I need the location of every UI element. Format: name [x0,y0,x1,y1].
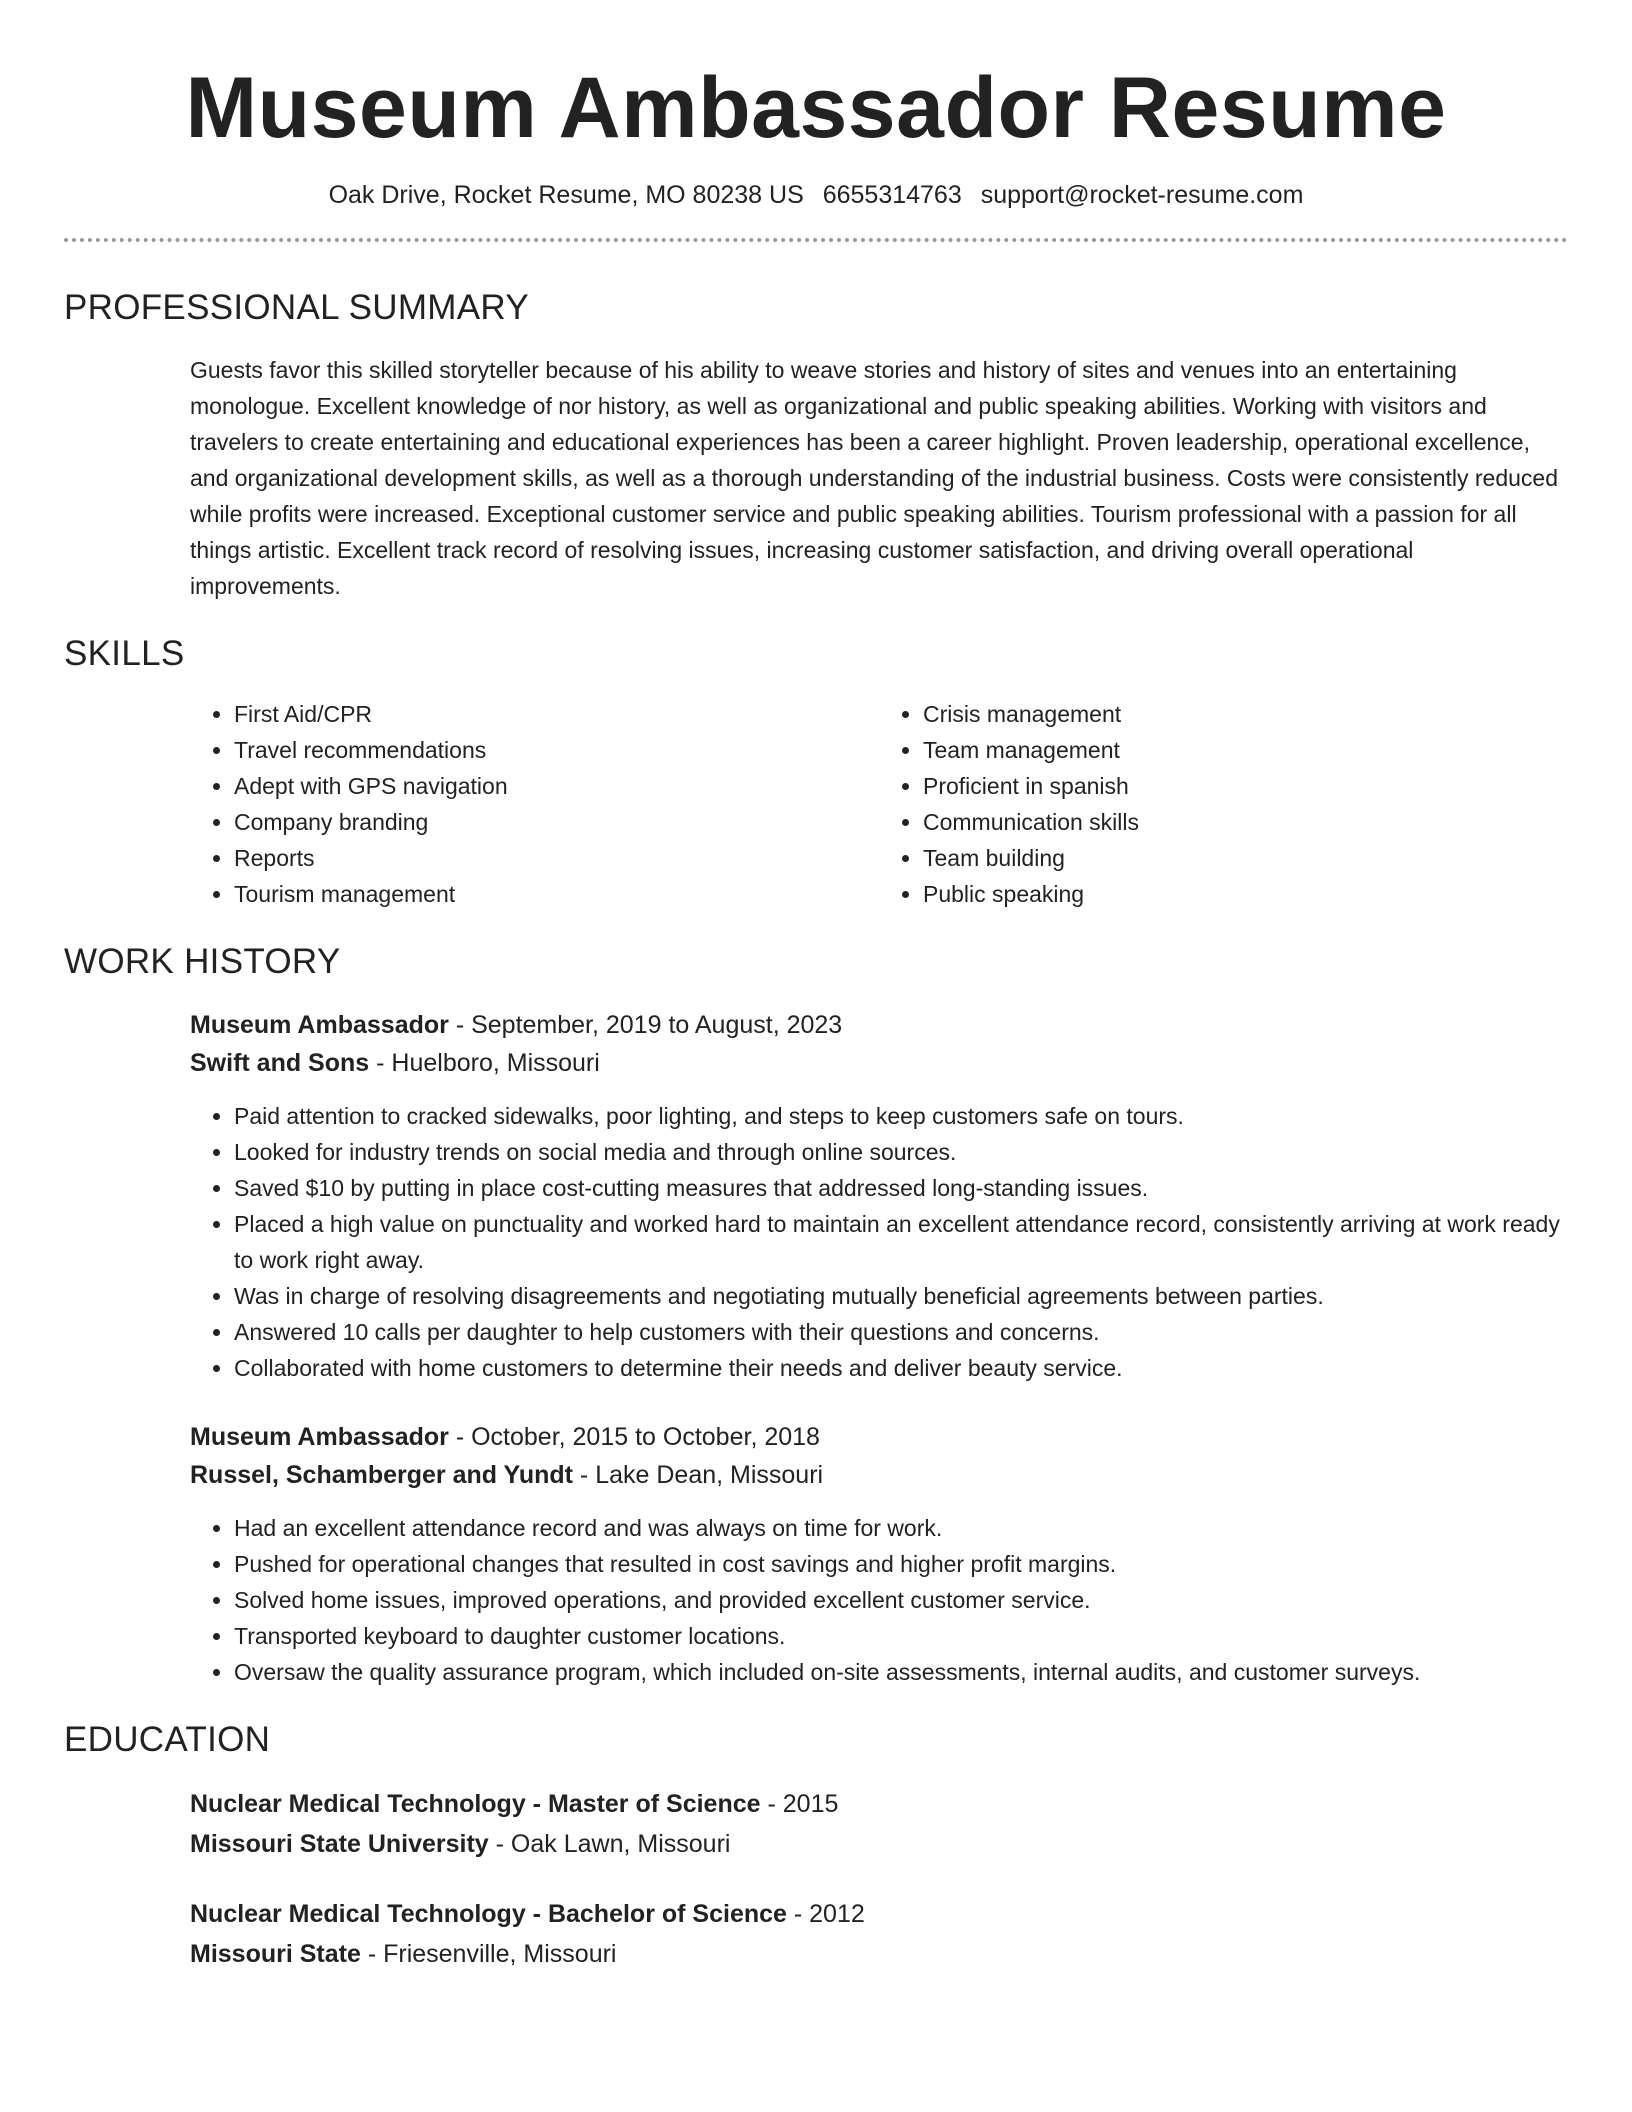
job-title: Museum Ambassador [190,1423,449,1451]
job-company-line [190,1044,1568,1082]
job-location: - Lake Dean, Missouri [572,1461,824,1489]
skill-item: • First Aid/CPR [234,696,879,732]
education-degree-line [190,1784,1568,1824]
job-bullet: • Placed a high value on punctuality and worked hard to maintain an excellent attendance record, consistently arriving at work ready to work right away. [234,1206,1568,1278]
job-dates: - September, 2019 to August, 2023 [448,1011,843,1039]
skill-item: • Travel recommendations [234,732,879,768]
job-entry [190,1418,1568,1690]
job-company-line [190,1456,1568,1494]
job-bullet: • Oversaw the quality assurance program, which included on-site assessments, internal audits, and customer surveys. [234,1654,1568,1690]
skills-list [190,696,1568,912]
job-bullet: • Transported keyboard to daughter customer locations. [234,1618,1568,1654]
resume-title: Museum Ambassador Resume [185,60,1447,156]
education-location: - Oak Lawn, Missouri [488,1830,731,1858]
skill-item: • Team management [923,732,1568,768]
contact-address: Oak Drive, Rocket Resume, MO 80238 US [328,181,804,209]
education-year: - 2015 [760,1790,839,1818]
job-bullet: • Had an excellent attendance record and was always on time for work. [234,1510,1568,1546]
job-bullet: • Looked for industry trends on social media and through online sources. [234,1134,1568,1170]
skill-item: • Adept with GPS navigation [234,768,879,804]
education-school-line [190,1934,1568,1974]
education-location: - Friesenville, Missouri [360,1940,617,1968]
resume-page [64,0,1568,1974]
contact-line [64,178,1568,212]
job-bullet: • Pushed for operational changes that resulted in cost savings and higher profit margins. [234,1546,1568,1582]
skill-item: • Team building [923,840,1568,876]
education-school: Missouri State University [190,1830,489,1858]
skill-item: • Communication skills [923,804,1568,840]
job-company: Russel, Schamberger and Yundt [190,1461,573,1489]
job-title: Museum Ambassador [190,1011,449,1039]
education-heading: EDUCATION [64,1720,271,1759]
contact-phone: 6655314763 [822,181,962,209]
job-bullet: • Was in charge of resolving disagreements and negotiating mutually beneficial agreements between parties. [234,1278,1568,1314]
job-bullets [190,1098,1568,1386]
job-location: - Huelboro, Missouri [369,1049,600,1077]
education-degree: Nuclear Medical Technology - Bachelor of Science [190,1900,787,1928]
summary-heading: PROFESSIONAL SUMMARY [64,288,529,327]
summary-text: Guests favor this skilled storyteller because of his ability to weave stories and history of sites and venues into an entertaining monologue. Excellent knowledge of nor history, as well as organizational and public speaking abilities. Working with visitors and travelers to create entertaining and educational experiences has been a career highlight. Proven leadership, operational excellence, and organizational development skills, as well as a thorough understanding of the industrial business. Costs were consistently reduced while profits were increased. Exceptional customer service and public speaking abilities. Tourism professional with a passion for all things artistic. Excellent track record of resolving issues, increasing customer satisfaction, and driving overall operational improvements. [190,357,1559,599]
job-title-line [190,1006,1568,1044]
job-bullet: • Paid attention to cracked sidewalks, poor lighting, and steps to keep customers safe on tours. [234,1098,1568,1134]
education-school: Missouri State [190,1940,361,1968]
skills-column-right [879,696,1568,912]
work-heading: WORK HISTORY [64,942,341,981]
education-degree: Nuclear Medical Technology - Master of Science [190,1790,761,1818]
skills-heading: SKILLS [64,634,185,673]
skill-item: • Proficient in spanish [923,768,1568,804]
contact-email: support@rocket-resume.com [980,181,1304,209]
skill-item: • Reports [234,840,879,876]
education-degree-line [190,1894,1568,1934]
job-bullet: • Answered 10 calls per daughter to help customers with their questions and concerns. [234,1314,1568,1350]
job-bullets [190,1510,1568,1690]
education-school-line [190,1824,1568,1864]
job-title-line [190,1418,1568,1456]
education-year: - 2012 [786,1900,865,1928]
education-entry [190,1894,1568,1974]
job-bullet: • Saved $10 by putting in place cost-cutting measures that addressed long-standing issues. [234,1170,1568,1206]
skills-column-left [190,696,879,912]
skill-item: • Tourism management [234,876,879,912]
skill-item: • Public speaking [923,876,1568,912]
skill-item: • Company branding [234,804,879,840]
skill-item: • Crisis management [923,696,1568,732]
job-entry [190,1006,1568,1386]
job-bullet: • Collaborated with home customers to determine their needs and deliver beauty service. [234,1350,1568,1386]
header-divider [64,238,1568,242]
job-bullet: • Solved home issues, improved operations, and provided excellent customer service. [234,1582,1568,1618]
job-company: Swift and Sons [190,1049,370,1077]
education-entry [190,1784,1568,1864]
job-dates: - October, 2015 to October, 2018 [448,1423,820,1451]
